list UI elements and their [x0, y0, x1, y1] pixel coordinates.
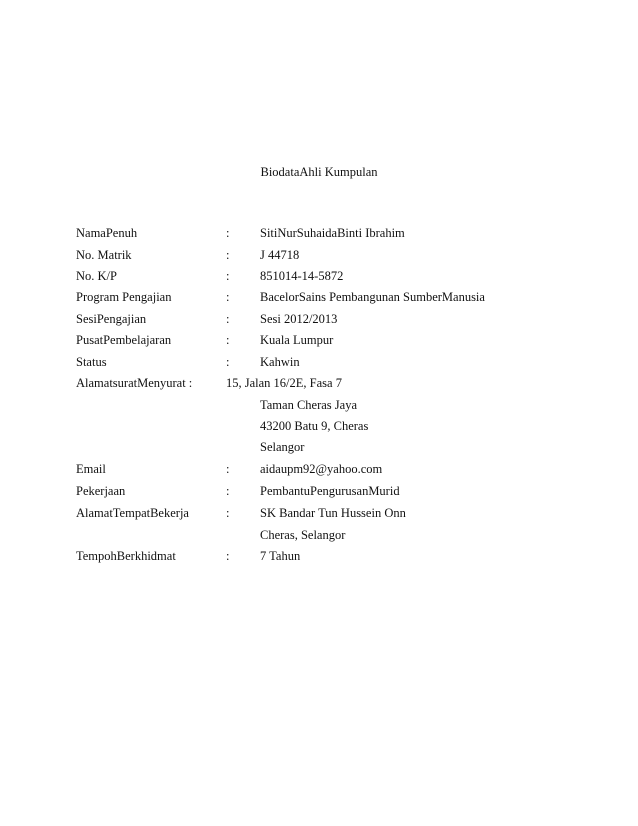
field-value: aidaupm92@yahoo.com: [260, 462, 383, 476]
field-label: No. K/P: [76, 269, 117, 283]
field-separator: :: [226, 312, 230, 326]
field-separator: :: [226, 355, 230, 369]
field-separator: :: [226, 269, 230, 283]
field-separator: :: [226, 226, 230, 240]
field-separator: :: [226, 506, 230, 520]
field-value: BacelorSains Pembangunan SumberManusia: [260, 290, 485, 304]
field-value: Taman Cheras Jaya: [260, 398, 358, 412]
field-separator: :: [226, 549, 230, 563]
field-value: Cheras, Selangor: [260, 528, 346, 542]
field-value: Sesi 2012/2013: [260, 312, 338, 326]
document-title: BiodataAhli Kumpulan: [260, 165, 378, 179]
field-separator: :: [226, 290, 230, 304]
field-label: AlamatsuratMenyurat :: [76, 376, 193, 390]
field-label: NamaPenuh: [76, 226, 138, 240]
field-label: Pekerjaan: [76, 484, 126, 498]
field-value: 15, Jalan 16/2E, Fasa 7: [226, 376, 342, 390]
field-separator: :: [226, 484, 230, 498]
field-label: AlamatTempatBekerja: [76, 506, 189, 520]
field-separator: :: [226, 462, 230, 476]
field-separator: :: [226, 333, 230, 347]
field-label: SesiPengajian: [76, 312, 147, 326]
field-value: PembantuPengurusanMurid: [260, 484, 400, 498]
field-value: SK Bandar Tun Hussein Onn: [260, 506, 406, 520]
field-value: SitiNurSuhaidaBinti Ibrahim: [260, 226, 405, 240]
field-value: Kahwin: [260, 355, 300, 369]
field-value: 851014-14-5872: [260, 269, 344, 283]
field-value: Selangor: [260, 440, 305, 454]
field-label: TempohBerkhidmat: [76, 549, 176, 563]
field-separator: :: [226, 248, 230, 262]
field-label: Program Pengajian: [76, 290, 172, 304]
field-value: Kuala Lumpur: [260, 333, 334, 347]
field-label: Email: [76, 462, 106, 476]
field-label: PusatPembelajaran: [76, 333, 172, 347]
field-value: J 44718: [260, 248, 300, 262]
field-label: No. Matrik: [76, 248, 132, 262]
field-label: Status: [76, 355, 107, 369]
field-value: 43200 Batu 9, Cheras: [260, 419, 369, 433]
field-value: 7 Tahun: [260, 549, 301, 563]
